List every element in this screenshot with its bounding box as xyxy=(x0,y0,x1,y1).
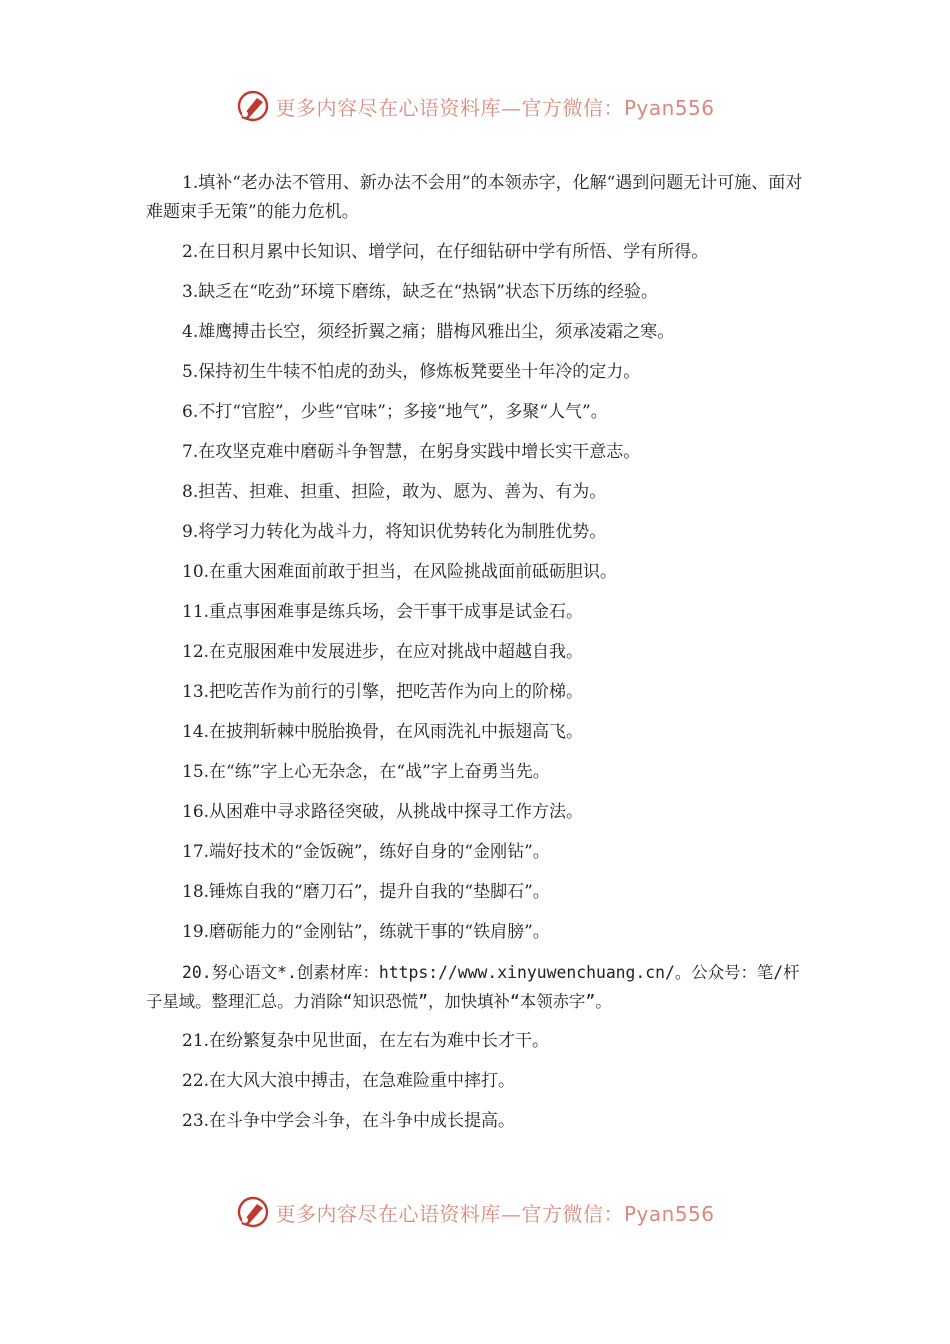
list-item: 4.雄鹰搏击长空，须经折翼之痛；腊梅风雅出尘，须承凌霜之寒。 xyxy=(182,322,675,342)
list-item: 19.磨砺能力的“金刚钻”，练就干事的“铁肩膀”。 xyxy=(182,922,550,942)
list-item: 18.锤炼自我的“磨刀石”，提升自我的“垫脚石”。 xyxy=(182,882,550,902)
list-item: 12.在克服困难中发展进步，在应对挑战中超越自我。 xyxy=(182,642,584,662)
list-item: 21.在纷繁复杂中见世面，在左右为难中长才干。 xyxy=(182,1031,550,1051)
list-item: 17.端好技术的“金饭碗”，练好自身的“金刚钻”。 xyxy=(182,842,550,862)
footer-banner xyxy=(0,1190,950,1234)
wechat-id: Pyan556 xyxy=(623,95,715,120)
pen-nib-logo-icon xyxy=(235,1194,271,1230)
list-item: 7.在攻坚克难中磨砺斗争智慧，在躬身实践中增长实干意志。 xyxy=(182,442,641,462)
list-item: 5.保持初生牛犊不怕虎的劲头，修炼板凳要坐十年冷的定力。 xyxy=(182,362,641,382)
list-item: 9.将学习力转化为战斗力，将知识优势转化为制胜优势。 xyxy=(182,522,607,542)
list-item: 14.在披荆斩棘中脱胎换骨，在风雨洗礼中振翅高飞。 xyxy=(182,722,584,742)
pen-nib-logo-icon xyxy=(235,88,271,124)
list-item: 23.在斗争中学会斗争，在斗争中成长提高。 xyxy=(182,1111,516,1131)
banner-text: 更多内容尽在心语资料库—官方微信：Pyan556 xyxy=(275,1201,715,1226)
list-item: 13.把吃苦作为前行的引擎，把吃苦作为向上的阶梯。 xyxy=(182,682,584,702)
list-item: 16.从困难中寻求路径突破，从挑战中探寻工作方法。 xyxy=(182,802,584,822)
list-item: 6.不打“官腔”，少些“官味”；多接“地气”，多聚“人气”。 xyxy=(182,402,608,422)
list-item: 8.担苦、担难、担重、担险，敢为、愿为、善为、有为。 xyxy=(182,482,607,502)
list-item: 10.在重大困难面前敢于担当，在风险挑战面前砥砺胆识。 xyxy=(182,562,618,582)
banner-text: 更多内容尽在心语资料库—官方微信：Pyan556 xyxy=(275,95,715,120)
list-item: 3.缺乏在“吃劲”环境下磨练，缺乏在“热锅”状态下历练的经验。 xyxy=(182,282,658,302)
list-item: 2.在日积月累中长知识、增学问，在仔细钻研中学有所悟、学有所得。 xyxy=(182,242,709,262)
header-banner xyxy=(0,84,950,128)
list-item: 1.填补“老办法不管用、新办法不会用”的本领赤字，化解“遇到问题无计可施、面对难题束手无策”的能力危机。 xyxy=(146,173,803,222)
list-item-watermarked: 20.努心语文*.创素材库：https://www.xinyuwenchuang.cn/。公众号：笔/杆子星域。整理汇总。力消除“知识恐慌”，加快填补“本领赤字”。 xyxy=(146,963,800,1011)
wechat-id: Pyan556 xyxy=(623,1201,715,1226)
document-body xyxy=(146,169,810,1147)
list-item: 22.在大风大浪中搏击，在急难险重中摔打。 xyxy=(182,1071,516,1091)
list-item: 15.在“练”字上心无杂念，在“战”字上奋勇当先。 xyxy=(182,762,550,782)
list-item: 11.重点事困难事是练兵场，会干事干成事是试金石。 xyxy=(182,602,584,622)
